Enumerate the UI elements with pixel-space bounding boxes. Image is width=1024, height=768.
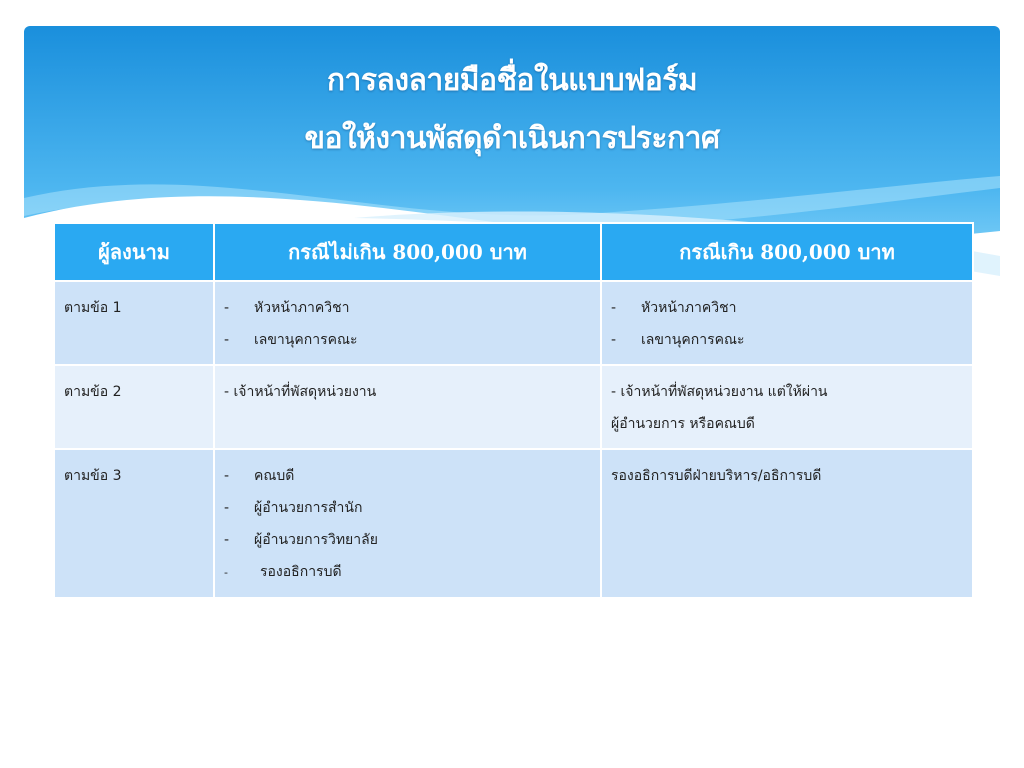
list-item: รองอธิการบดีฝ่ายบริหาร/อธิการบดี: [611, 468, 822, 484]
list-item: - เจ้าหน้าที่พัสดุหน่วยงาน: [224, 384, 377, 400]
table-row: [54, 365, 973, 449]
row-label: ตามข้อ 2: [54, 365, 214, 449]
list-item: - ผู้อำนวยการสำนัก: [224, 500, 363, 516]
row-label: ตามข้อ 3: [54, 449, 214, 598]
row-label: ตามข้อ 1: [54, 281, 214, 365]
list-item: - คณบดี: [224, 468, 295, 484]
list-item: - เลขานุคการคณะ: [611, 332, 745, 348]
table-row: [54, 281, 973, 365]
header-signer: ผู้ลงนาม: [54, 223, 214, 281]
cell-under-800k: [214, 281, 601, 365]
title-line-1: การลงลายมือชื่อในแบบฟอร์ม: [326, 63, 698, 98]
signatory-table: [53, 222, 974, 599]
list-item: - หัวหน้าภาควิชา: [611, 300, 737, 316]
table-row: [54, 449, 973, 598]
cell-over-800k: [601, 281, 973, 365]
table-header-row: [54, 223, 973, 281]
cell-under-800k: [214, 449, 601, 598]
list-item: - เลขานุคการคณะ: [224, 332, 358, 348]
cell-over-800k: [601, 449, 973, 598]
list-item: ผู้อำนวยการ หรือคณบดี: [611, 416, 755, 432]
list-item: - ผู้อำนวยการวิทยาลัย: [224, 532, 378, 548]
slide-title: [24, 52, 1000, 168]
list-item: - หัวหน้าภาควิชา: [224, 300, 350, 316]
header-under-800k: กรณีไม่เกิน 800,000 บาท: [214, 223, 601, 281]
header-over-800k: กรณีเกิน 800,000 บาท: [601, 223, 973, 281]
cell-over-800k: [601, 365, 973, 449]
title-line-2: ขอให้งานพัสดุดำเนินการประกาศ: [304, 121, 720, 156]
list-item: - รองอธิการบดี: [224, 564, 342, 580]
cell-under-800k: [214, 365, 601, 449]
list-item: - เจ้าหน้าที่พัสดุหน่วยงาน แต่ให้ผ่าน: [611, 384, 828, 400]
